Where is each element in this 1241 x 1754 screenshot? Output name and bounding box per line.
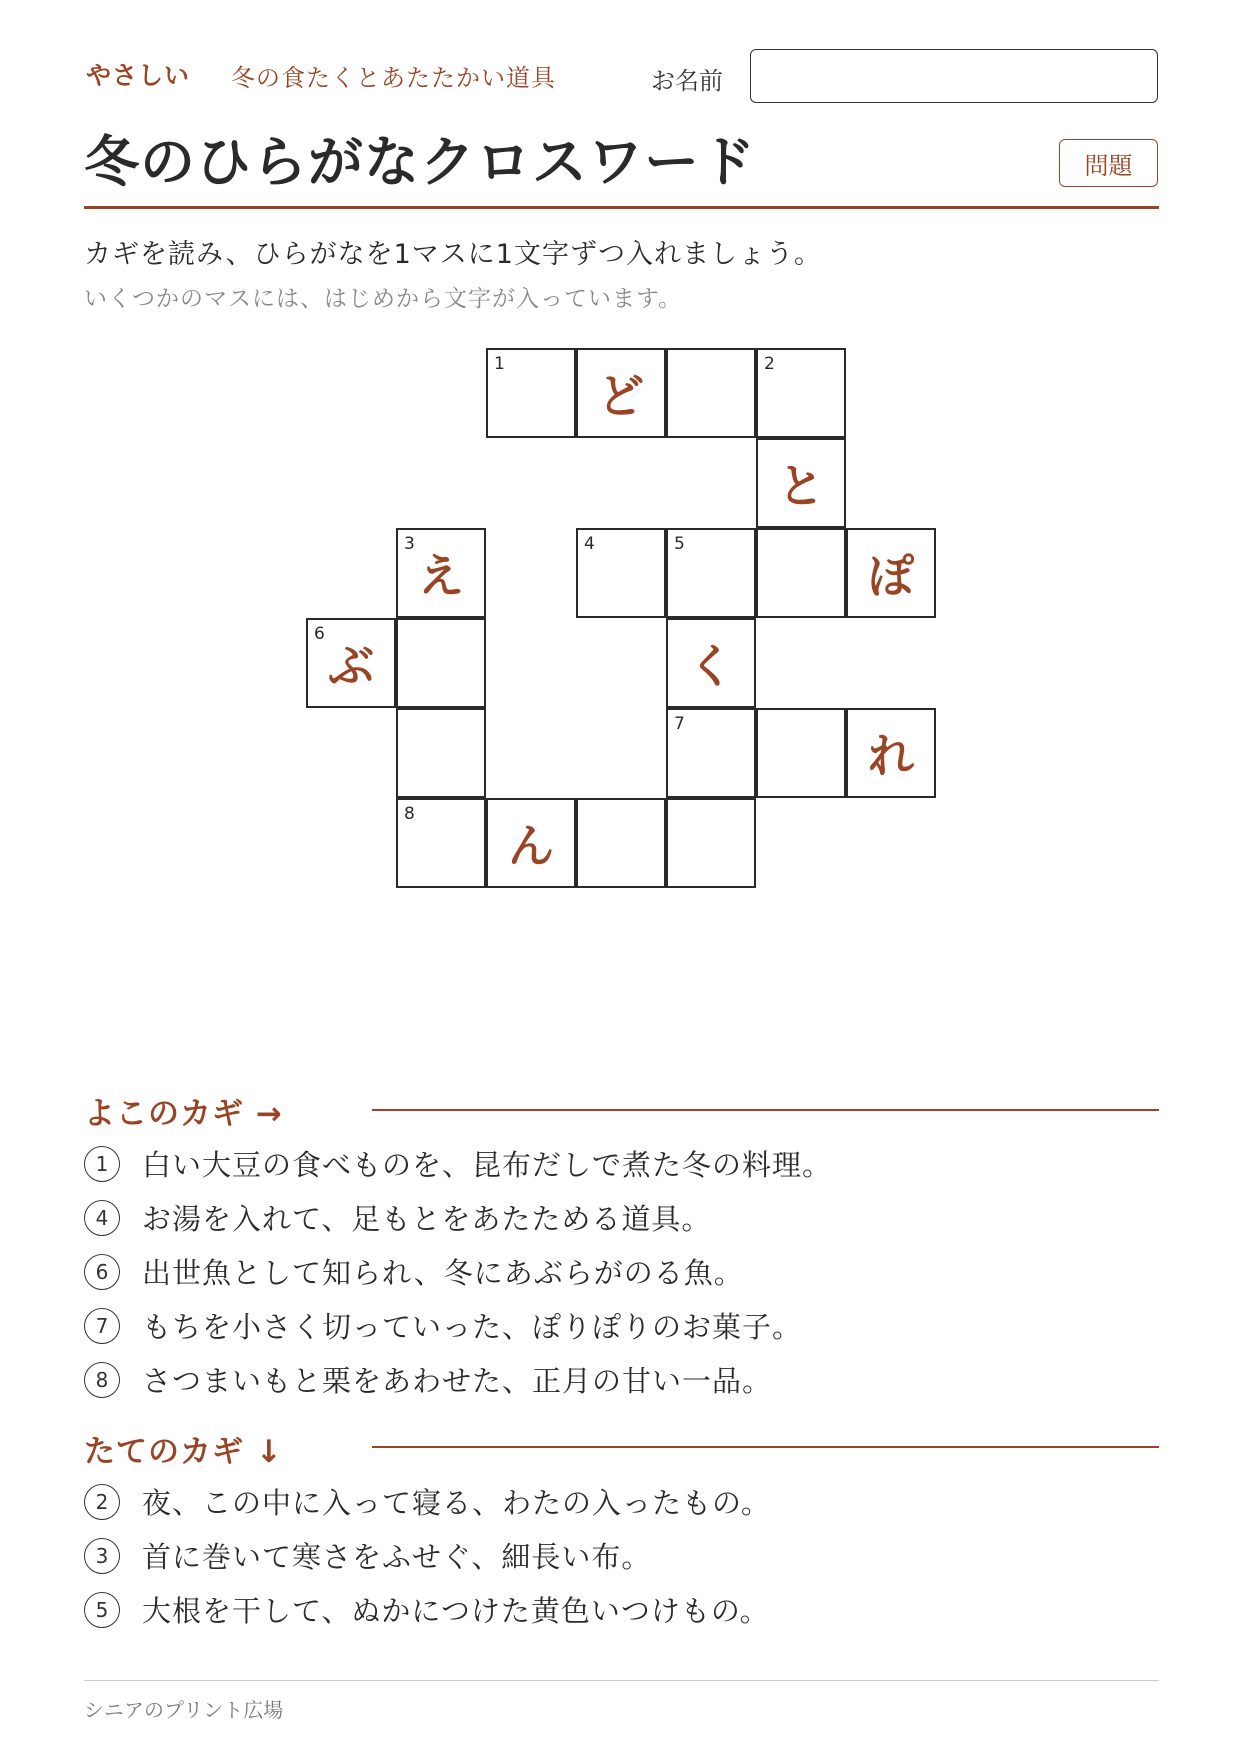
- cell-input[interactable]: [758, 530, 844, 616]
- grid-cell[interactable]: [666, 348, 756, 438]
- grid-cell: [846, 708, 936, 798]
- theme-label: 冬の食たくとあたたかい道具: [231, 64, 556, 92]
- instructions-note: いくつかのマスには、はじめから文字が入っています。: [84, 286, 683, 312]
- across-divider: [372, 1109, 1159, 1111]
- cell-number: 5: [674, 534, 685, 554]
- clue-text: 白い大豆の食べものを、昆布だしで煮た冬の料理。: [142, 1148, 833, 1182]
- cell-number: 8: [404, 804, 415, 824]
- cell-number: 7: [674, 714, 685, 734]
- cell-input[interactable]: [578, 800, 664, 886]
- clue-down-5: [84, 1589, 770, 1630]
- grid-cell[interactable]: [666, 798, 756, 888]
- grid-cell: [666, 618, 756, 708]
- clue-text: お湯を入れて、足もとをあたためる道具。: [142, 1202, 712, 1236]
- clue-text: 大根を干して、ぬかにつけた黄色いつけもの。: [142, 1594, 770, 1628]
- clue-down-2: [84, 1481, 771, 1522]
- grid-cell: [846, 528, 936, 618]
- grid-cell: [396, 528, 486, 618]
- grid-cell: [306, 618, 396, 708]
- clue-number: 5: [84, 1592, 120, 1628]
- clue-across-8: [84, 1359, 772, 1400]
- down-divider: [372, 1446, 1159, 1448]
- given-letter: ぶ: [328, 639, 374, 693]
- grid-cell[interactable]: [576, 528, 666, 618]
- clue-across-1: [84, 1143, 832, 1184]
- footer-credit: シニアのプリント広場: [84, 1698, 284, 1722]
- page-title: 冬のひらがなクロスワード: [84, 130, 757, 194]
- given-letter: え: [418, 549, 464, 603]
- clue-number: 3: [84, 1538, 120, 1574]
- grid-cell[interactable]: [666, 528, 756, 618]
- problem-badge: 問題: [1059, 139, 1158, 187]
- clue-across-7: [84, 1305, 802, 1346]
- across-heading: よこのカギ →: [84, 1096, 283, 1132]
- grid-cell[interactable]: [486, 348, 576, 438]
- clue-text: 夜、この中に入って寝る、わたの入ったもの。: [142, 1486, 771, 1520]
- clue-across-4: [84, 1197, 711, 1238]
- cell-input[interactable]: [758, 710, 844, 796]
- name-label: お名前: [651, 67, 723, 95]
- grid-cell: [576, 348, 666, 438]
- cell-number: 3: [404, 534, 415, 554]
- grid-cell[interactable]: [396, 708, 486, 798]
- grid-cell[interactable]: [396, 798, 486, 888]
- grid-cell: [486, 798, 576, 888]
- grid-cell[interactable]: [756, 708, 846, 798]
- grid-cell[interactable]: [756, 528, 846, 618]
- clue-number: 2: [84, 1484, 120, 1520]
- clue-number: 6: [84, 1254, 120, 1290]
- clue-number: 4: [84, 1200, 120, 1236]
- cell-number: 1: [494, 354, 505, 374]
- grid-cell[interactable]: [666, 708, 756, 798]
- clue-text: 首に巻いて寒さをふせぐ、細長い布。: [142, 1540, 652, 1574]
- grid-cell[interactable]: [756, 348, 846, 438]
- clue-number: 7: [84, 1308, 120, 1344]
- cell-input[interactable]: [398, 710, 484, 796]
- cell-number: 6: [314, 624, 325, 644]
- clue-across-6: [84, 1251, 744, 1292]
- given-letter: ぽ: [868, 549, 914, 603]
- grid-cell[interactable]: [396, 618, 486, 708]
- cell-number: 4: [584, 534, 595, 554]
- down-heading: たてのカギ ↓: [84, 1434, 283, 1470]
- cell-input[interactable]: [668, 350, 754, 436]
- clue-text: もちを小さく切っていった、ぽりぽりのお菓子。: [142, 1310, 803, 1344]
- level-label: やさしい: [86, 61, 191, 90]
- clue-text: さつまいもと栗をあわせた、正月の甘い一品。: [142, 1364, 773, 1398]
- title-divider: [84, 206, 1159, 209]
- name-field[interactable]: [750, 49, 1158, 103]
- clue-number: 8: [84, 1362, 120, 1398]
- given-letter: ど: [598, 369, 644, 423]
- clue-down-3: [84, 1535, 651, 1576]
- cell-input[interactable]: [668, 800, 754, 886]
- clue-number: 1: [84, 1146, 120, 1182]
- given-letter: れ: [868, 729, 914, 783]
- instructions: カギを読み、ひらがなを1マスに1文字ずつ入れましょう。: [84, 239, 822, 270]
- footer-divider: [84, 1680, 1159, 1681]
- given-letter: く: [688, 639, 734, 693]
- grid-cell: [756, 438, 846, 528]
- given-letter: ん: [508, 819, 554, 873]
- clue-text: 出世魚として知られ、冬にあぶらがのる魚。: [142, 1256, 744, 1290]
- grid-cell[interactable]: [576, 798, 666, 888]
- cell-number: 2: [764, 354, 775, 374]
- given-letter: と: [778, 459, 824, 513]
- cell-input[interactable]: [398, 620, 484, 706]
